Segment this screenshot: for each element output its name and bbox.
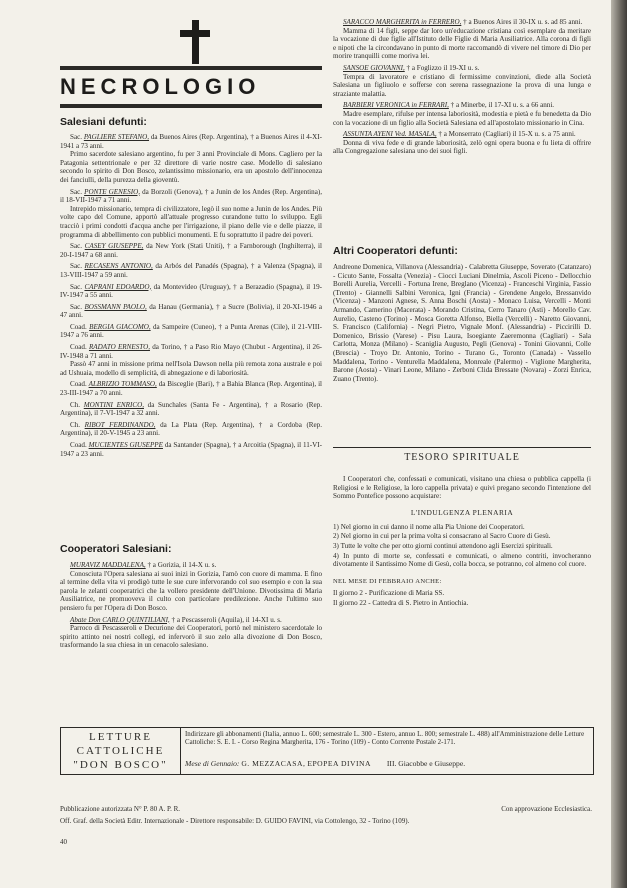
entry-name: RADATO ERNESTO, [88,343,150,352]
entry-body: Passò 47 anni in missione prima nell'Isola Dawson nella più remota zona australe e poi ad Ushuaia, modello di semplicità, di abnegazione e di laboriosità. [60,360,322,377]
obituary-entry [60,133,322,185]
entry-text: † a Gorizia, il 14-X u. s. [147,561,217,569]
tesoro-rule [333,447,591,448]
section-heading: Cooperatori Salesiani: [60,543,172,555]
entry-name: RIBOT FERDINANDO, [84,420,156,429]
entry-name: SARACCO MARGHERITA in FERRERO, [343,18,462,26]
letture-info: Indirizzare gli abbonamenti (Italia, annuo L. 600; semestrale L. 300 - Estero, annuo L. 800; semestrale L. 488) all'Amministrazione delle Letture Cattoliche: S. E. I. - Corso Regina Margherita, 176 - Torino (109) - Conto Corrente Postale 2-171. [185,731,585,747]
tesoro-items [333,523,591,569]
entry-prefix: Ch. [70,420,81,429]
book-spine-shadow [611,0,627,888]
feast-day: Il giorno 2 - Purificazione di Maria SS. [333,589,445,598]
entry-prefix: Sac. [70,133,83,141]
letture-title [61,728,181,774]
entry-name: ASSUNTA AYENI Ved. MASALA, [343,130,437,139]
indulgence-item [333,532,591,541]
right-entries [333,18,591,159]
entry-name: ALBRIZIO TOMMASO, [88,380,157,389]
tesoro-days [333,589,591,607]
entry-body: Conosciuta l'Opera salesiana ai suoi inizi in Gorizia, l'amò con cuore di mamma. E fino al termine della vita vi prodigò tutte le sue cure infervorando col suo esempio e con la sua parola le zelanti cooperatrici che la vollero presidente dell'Unione. Divotissima di Maria Ausiliatrice, ne promuoveva il culto con particolare predilezione. Anche l'ultimo suo pensiero fu per l'Opera di Don Bosco. [60,569,322,612]
obituary-entry [60,441,322,458]
page-number: 40 [60,838,67,846]
indulgence-item [333,542,591,551]
item-text: Nel giorno in cui per la prima volta si consacrano al Sacro Cuore di Gesù. [340,532,551,541]
item-text: Nel giorno in cui danno il nome alla Pia Unione dei Cooperatori. [340,522,525,531]
entry-prefix: Sac. [70,187,83,196]
entry-name: RECASENS ANTONIO, [84,262,153,271]
letture-title-line: "DON BOSCO" [73,759,168,771]
entry-text: da Sunchales (Santa Fe - Argentina), † a Rosario (Rep. Argentina), il 7-VI-1947 a 32 anni. [60,400,323,418]
obituary-entry [60,323,322,340]
month-label: NEL MESE DI FEBBRAIO ANCHE: [333,577,442,585]
item-number: 2) [333,532,339,541]
entry-prefix: Sac. [70,282,83,291]
entry-text: † a Foglizzo il 19-XI u. s. [406,63,480,72]
entry-prefix: Coad. [70,322,87,331]
entry-text: da Torino, † a Paso Rio Mayo (Chubut - Argentina), il 26-IV-1948 a 71 anni. [60,343,322,360]
entry-text: da Santander (Spagna), † a Arcoitia (Spagna), il 11-VI-1947 a 23 anni. [60,441,323,458]
entry-prefix: Coad. [70,380,87,389]
obituary-entry [60,242,322,259]
entry-name: BARBIERI VERONICA in FERRARI, [343,101,449,110]
entry-body: Intrepido missionario, tempra di civilizzatore, legò il suo nome a Junin de los Andes. Più volte capo del Comune, apportò all'attuale progresso curandone tutto lo sviluppo. Egli tracciò i primi condotti d'acqua anche per l'irrigazione, il piano delle vie e delle piazze, il programma di abbellimento con pubblici monumenti. E fu soprattutto il padre dei poveri. [60,204,322,239]
section-heading: Altri Cooperatori defunti: [333,245,458,257]
obituary-entry [333,64,591,98]
tesoro-intro: I Cooperatori che, confessati e comunicati, visitano una chiesa o pubblica cappella (i Religiosi e le Religiose, la loro cappella privata) e quivi pregano secondo l'intenzione del Sommo Pontefice possono acquistare: [333,475,591,501]
entry-text: † a Monserrato (Cagliari) il 15-X u. s. a 75 anni. [438,130,576,139]
entry-name: BOSSMANN PAOLO, [84,302,147,311]
footer-printer: Off. Graf. della Società Editr. Internazionale - Direttore responsabile: D. GUIDO FAVINI, via Cottolengo, 32 - Torino (109). [60,817,410,825]
footer-approval: Con approvazione Ecclesiastica. [501,805,592,813]
right-entries-list [333,18,591,156]
entry-text: da Hanau (Germania), † a Sucre (Bolivia), il 20-XI-1946 a 47 anni. [60,302,322,320]
entry-text: da New York (Stati Uniti), † a Farnborough (Inghilterra), il 20-I-1947 a 68 anni. [60,242,322,259]
indulgenza-title: L'INDULGENZA PLENARIA [410,507,514,517]
obituary-entry [60,421,322,438]
obituary-entry [60,303,322,320]
entry-name: MONTINI ENRICO, [83,400,144,409]
obituary-entry [60,380,322,397]
entry-name: MUCIENTES GIUSEPPE [88,441,163,449]
entry-text: da Arbós del Panadés (Spagna), † a Valenza (Spagna), il 13-VIII-1947 a 59 anni. [60,262,322,279]
item-text: Tutte le volte che per otto giorni continui attendono agli Esercizi spirituali. [340,541,553,550]
tesoro-section [333,452,591,609]
issue-work: EPOPEA DIVINA [307,759,371,768]
entry-prefix: Sac. [70,302,83,311]
obituary-entry [60,561,322,613]
entry-body: Mamma di 14 figli, seppe dar loro un'educazione cristiana così esemplare da meritare la vocazione di due figlie all'Istituto delle Figlie di Maria Ausiliatrice. Alla corona di figli e nipoti che la circondavano in punto di morte raccomandò di vivere nel timore di Dio per morire tranquilli come moriva lei. [333,26,591,61]
cross-icon [180,20,210,64]
entry-prefix: Coad. [70,441,87,449]
entry-body: Parroco di Pescasseroli e Decurione dei Cooperatori, portò nel ministero sacerdotale lo spirito attinto nei nostri collegi, ed infervorò il suo zelo alla divozione di Don Bosco, trasformando la sua chiesa in un cenacolo salesiano. [60,624,322,650]
footer-authorization: Pubblicazione autorizzata N° P. 80 A. P. R. [60,805,181,813]
header-rule-bottom [60,104,322,108]
indulgence-item [333,523,591,532]
obituary-entry [60,343,322,377]
entry-text: † a Pescasseroli (Aquila), il 14-XI u. s. [171,615,282,624]
cooperatori-section [60,543,322,653]
issue-title: III. Giacobbe e Giuseppe. [386,759,466,768]
entry-body: Primo sacerdote salesiano argentino, fu per 3 anni Provinciale di Mons. Cagliero per la Patagonia settentrionale e per 32 direttore di varie nostre case. Modello di salesiano secondo lo spirito di Don Bosco, zelantissimo missionario, era un apostolo dell'innocenza dei fanciulli, della purezza della gioventù. [60,150,322,184]
indulgence-item [333,552,591,569]
obituary-entry [60,262,322,279]
entry-prefix: Sac. [70,262,83,271]
entry-name: PONTE GENESIO, [84,187,140,196]
issue-author: G. MEZZACASA, [241,759,306,768]
altri-list: Andreone Domenica, Villanova (Alessandria) - Calabretta Giuseppe, Soverato (Catanzaro) - Cicuto Sante, Fossalta (Venezia) - Ciocci Luciani Dinelmia, Ascoli Piceno - Dellocchio Borelli Aurelia, Vercelli - Fortuna Irene, Breglano (Vicenza) - Franceschi Virginia, Fassio (Trento) - Giannelli Salbini Veronica, Igni (Francia) - Grendene Angelo, Bressanvido (Vicenza) - Manzoni Agnese, S. Anna Boschi (Aosta) - Monaco Luisa, Vercelli - Monti Armando, Camerino (Macerata) - Morando Cristina, Cerro Tanaro (Asti) - Morello Cav. Aurelio, Casteno (Torino) - Mosca Goretta Alfonso, Biella (Vercelli) - Naretto Giovanni, S. Francisco (California) - Negri Pietro, Vignale Monf. (Alessandria) - Piccirilli D. Domenico, Brissio (Varese) - Pisu Laura, Isoegiante Zaeremonna (Cagliari) - Sala Carlotta, Monza (Milano) - Scaniglia Augusto, Pegli (Genova) - Tonini Giovanni, Colle (Brescia) - Troyo Dr. Antonio, Torino - Turano G., Toronto (Canada) - Vassello Maddalena, Torino - Venturella Maddalena, Monreale (Palermo) - Viglione Margherita, Barone (Aosta) - Vinari Leone, Milano - Zerboni Clida Bressate (Novara) - Zorzi Enrica, Zuano (Trento). [333,263,591,383]
section-heading: Salesiani defunti: [60,116,147,128]
obituary-entry [333,130,591,156]
entry-name: MURAVIZ MADDALENA, [70,561,146,569]
entry-prefix: Sac. [70,242,83,251]
item-text: In punto di morte se, confessati e comunicati, o almeno contriti, invocheranno divotamente il Santissimo Nome di Gesù, colla bocca, se potranno, col almeno col cuore. [333,551,591,569]
obituary-entry [60,616,322,650]
entry-text: da La Plata (Rep. Argentina), † a Cordoba (Rep. Argentina), il 20-V-1945 a 23 anni. [60,420,323,438]
entry-body: Donna di viva fede e di grande laboriosità, zelò ogni opera buona e fu lieta di offrire alla Congregazione salesiana uno dei suoi figli. [333,138,591,156]
entry-text: da Montevideo (Uruguay), † a Berazadio (Spagna), il 19-IV-1947 a 55 anni. [60,282,322,300]
obituary-entry [60,188,322,240]
entry-text: † a Minerbe, il 17-XI u. s. a 66 anni. [450,101,555,110]
letture-title-line: LETTURE [89,731,152,743]
entry-prefix: Ch. [70,400,81,409]
obituary-entry [333,101,591,127]
tesoro-title: TESORO SPIRITUALE [404,452,520,463]
entry-name: Abate Don CARLO QUINTILIANI, [70,615,170,624]
obituary-entry [60,283,322,300]
entry-name: PAGLIERE STEFANO, [83,133,150,141]
letture-box [60,727,594,775]
obituary-entry [333,18,591,61]
entry-prefix: Coad. [70,343,87,352]
entry-text: † a Buenos Aires il 30-IX u. s. ad 85 anni. [463,18,583,26]
obituary-entry [60,401,322,418]
letture-issue [185,759,589,768]
entry-text: da Sampeire (Cuneo), † a Punta Arenas (Cile), il 21-VIII-1947 a 76 anni. [60,322,322,340]
entry-text: da Bisceglie (Bari), † a Bahia Blanca (Rep. Argentina), il 23-III-1947 a 70 anni. [60,380,323,398]
letture-title-line: CATTOLICHE [76,745,165,757]
issue-month: Mese di Gennaio: [185,759,240,768]
entry-text: da Buenos Aires (Rep. Argentina), † a Buenos Aires il 4-XI-1941 a 73 anni. [60,133,322,150]
feast-day: Il giorno 22 - Cattedra di S. Pietro in Antiochia. [333,598,469,607]
cooperatori-list [60,561,322,650]
altri-section [333,245,591,383]
item-number: 3) [333,541,339,550]
entry-body: Tempra di lavoratore e cristiano di fermissime convinzioni, diede alla Società Salesiana un figliuolo e sofferse con serena rassegnazione la prova di una lunga e straziante malattia. [333,72,591,98]
page-title: NECROLOGIO [60,74,261,99]
entry-name: CAPRANI EDOARDO, [84,282,152,291]
salesiani-list [60,133,322,458]
entry-text: da Borzoli (Genova), † a Junin de los Andes (Rep. Argentina), il 18-VII-1947 a 71 anni. [60,187,322,205]
entry-body: Madre esemplare, rifulse per intensa laboriosità, modestia e pietà e fu benedetta da Dio con la vocazione di un figlio alla Società Salesiana ed all'apostolato missionario in Cina. [333,109,591,127]
entry-name: SANSOE GIOVANNI, [343,63,405,72]
entry-name: BERGIA GIACOMO, [89,322,151,331]
item-number: 4) [333,551,339,560]
item-number: 1) [333,522,339,531]
entry-name: CASEY GIUSEPPE, [84,242,144,251]
salesiani-section [60,116,322,461]
